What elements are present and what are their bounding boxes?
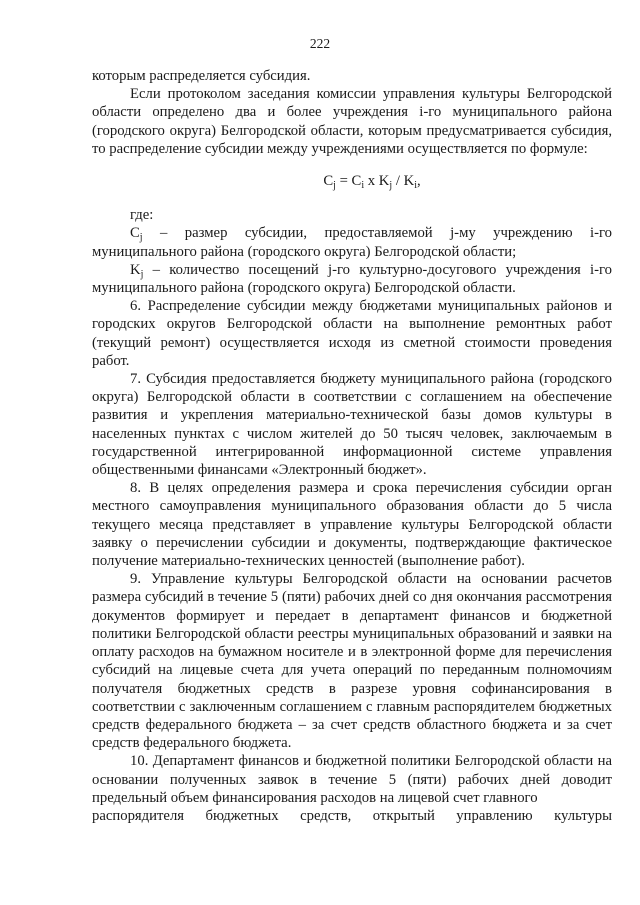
paragraph-10-last-line: распорядителя бюджетных средств, открытый управлению культуры <box>92 807 612 824</box>
formula-sub-i: i <box>361 180 365 192</box>
definition-c-symbol: C <box>130 225 140 242</box>
formula-sub-j: j <box>333 180 336 192</box>
paragraph-9: 9. Управление культуры Белгородской области на основании расчетов размера субсидий в течение 5 (пяти) рабочих дней со дня окончания рассмотрения документов формирует и передает в департамент финансов и бюджетной политики Белгородской области реестры муниципальных образований и заявки на оплату расходов на бумажном носителе и в электронной форме для перечисления субсидий на лицевые счета для учета операций по переданным полномочиям получателя бюджетных средств в разрезе уровня софинансирования в соответствии с заключенным соглашением с главным распорядителем бюджетных средств федерального бюджета – за счет средств областного бюджета и за счет средств федерального бюджета. <box>92 571 612 752</box>
formula-end: , <box>417 173 421 190</box>
definition-c-sub: j <box>139 232 143 244</box>
formula-c: C <box>323 173 334 190</box>
definition-k <box>92 261 612 297</box>
formula-sub-i2: i <box>414 180 417 192</box>
paragraph-distribution-rule: Если протоколом заседания комиссии управления культуры Белгородской области определено два и более учреждения i-го муниципального района (городского округа) Белгородской области, которым предусматривается субсидия, то распределение субсидии между учреждениями осуществляется по формуле: <box>92 86 612 157</box>
where-label: где: <box>130 207 154 224</box>
formula-div: / K <box>392 173 415 190</box>
formula-mult: x K <box>364 173 390 190</box>
paragraph-10: 10. Департамент финансов и бюджетной политики Белгородской области на основании полученных заявок в течение 5 (пяти) рабочих дней доводит предельный объем финансирования расходов на лицевой счет главного <box>92 753 612 806</box>
formula <box>92 172 612 190</box>
definition-c <box>92 224 612 260</box>
formula-eq: = C <box>335 173 362 190</box>
paragraph-6: 6. Распределение субсидии между бюджетами муниципальных районов и городских округов Белгородской области на выполнение ремонтных работ (текущий ремонт) осуществляется исходя из сметной стоимости проведения работ. <box>92 298 612 369</box>
page-number: 222 <box>309 36 331 51</box>
paragraph-continuation: которым распределяется субсидия. <box>92 68 311 84</box>
definition-k-sub: j <box>140 268 144 280</box>
definition-k-text: – количество посещений j-го культурно-досугового учреждения i-го муниципального района (городского округа) Белгородской области. <box>92 261 612 297</box>
paragraph-7: 7. Субсидия предоставляется бюджету муниципального района (городского округа) Белгородской области в соответствии с соглашением на обеспечение развития и укрепления материально-технической базы домов культуры в населенных пунктах с числом жителей до 50 тысяч человек, заключаемым в государственной интегрированной информационной системе управления общественными финансами «Электронный бюджет». <box>92 371 612 479</box>
definition-k-symbol: K <box>130 261 141 278</box>
definition-c-text: – размер субсидии, предоставляемой j-му учреждению i-го муниципального района (городского округа) Белгородской области; <box>92 225 612 260</box>
paragraph-8: 8. В целях определения размера и срока перечисления субсидии орган местного самоуправления муниципального образования области до 5 числа текущего месяца представляет в управление культуры Белгородской области заявку о перечислении субсидии и документы, подтверждающие фактическое получение материально-технических ценностей (выполнение работ). <box>92 480 612 570</box>
formula-sub-j2: j <box>389 180 393 192</box>
document-body <box>92 67 612 825</box>
